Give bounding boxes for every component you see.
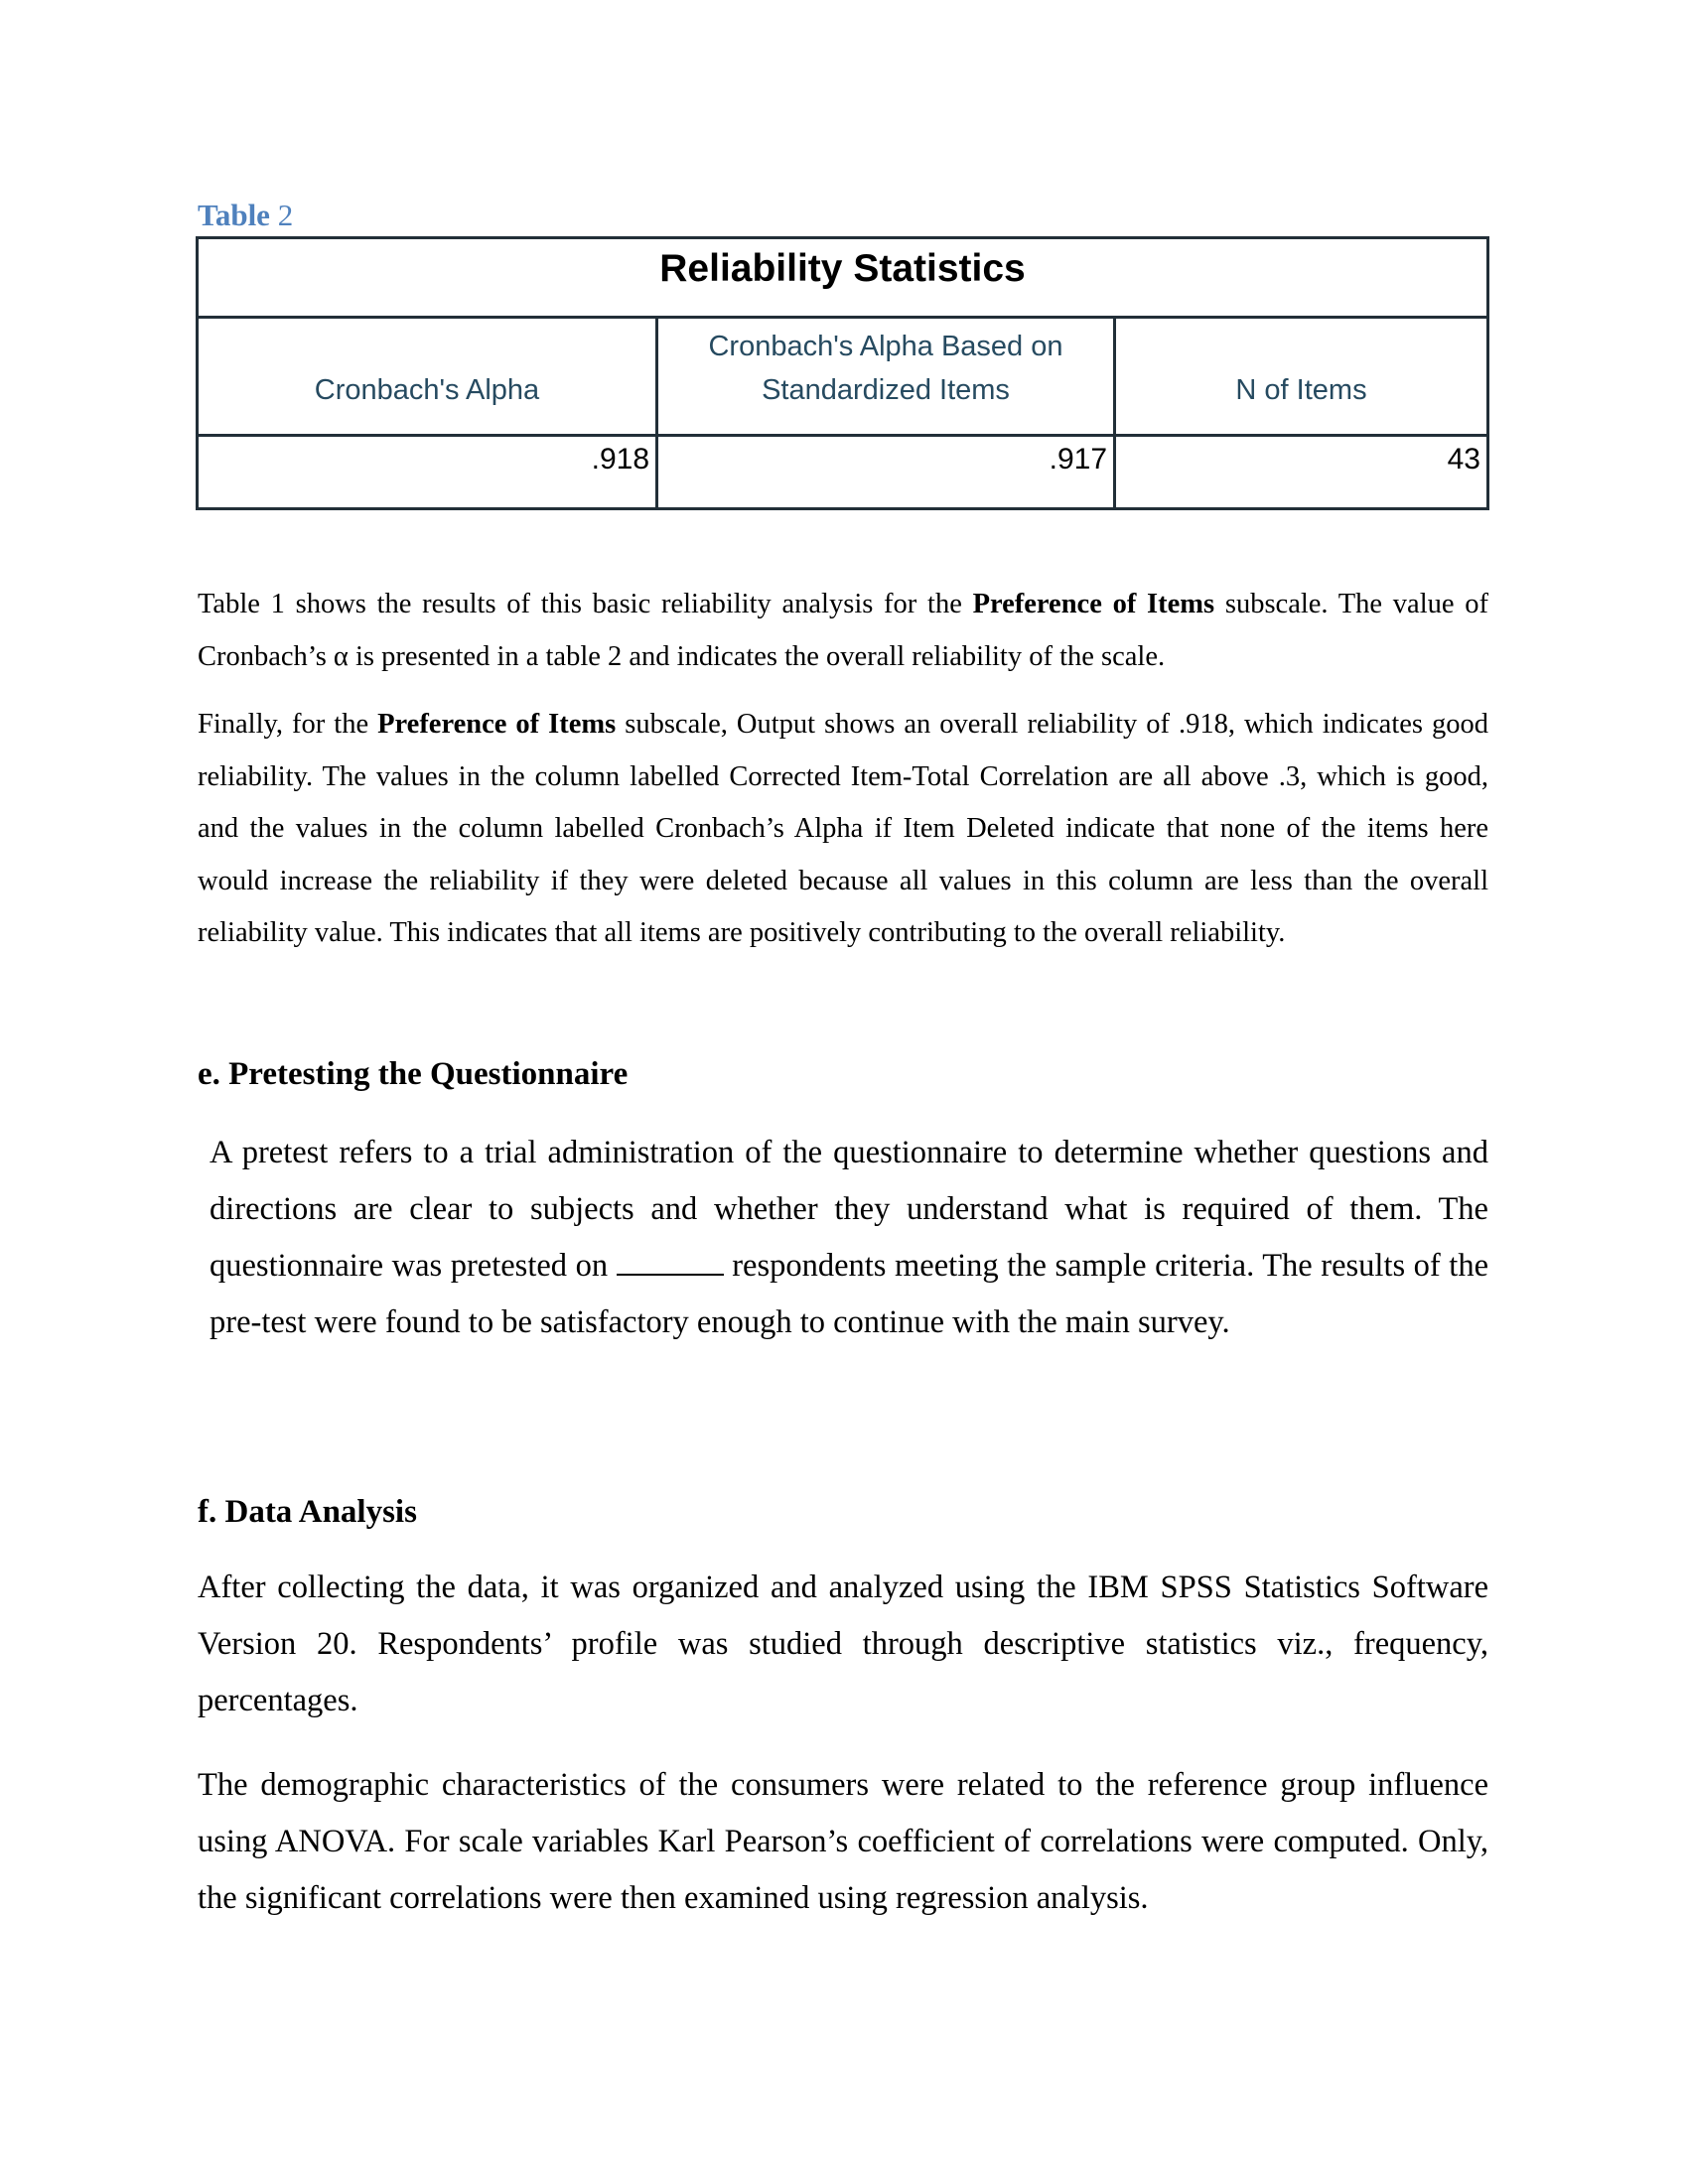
paragraph-text: A pretest refers to a trial administration of the questionnaire to determine whether questions and directions are clear to subjects and whether they understand what is required of them. The questionnaire was pretested on [210, 1135, 1488, 1284]
paragraph-reliability-interpretation [198, 699, 1488, 960]
table-caption-label: Table [198, 198, 270, 232]
column-header-cronbachs-alpha [199, 319, 658, 434]
paragraph-text: Finally, for the [198, 709, 378, 740]
column-header-label-line1: Cronbach's Alpha Based on [708, 331, 1063, 362]
paragraph-data-analysis-software: After collecting the data, it was organized and analyzed using the IBM SPSS Statistics Software Version 20. Respondents’ profile was studied through descriptive statistics viz., frequency, percentages. [198, 1570, 1488, 1718]
column-header-standardized-alpha [658, 319, 1116, 434]
paragraph-text: subscale, Output shows an overall reliability of .918, which indicates good reliability. The values in the column labelled Corrected Item-Total Correlation are all above .3, which is good, and the values in the column labelled Cronbach’s Alpha if Item Deleted indicate that none of the items here would increase the reliability if they were deleted because all values in this column are less than the overall reliability value. This indicates that all items are positively contributing to the overall reliability. [198, 709, 1489, 948]
column-header-n-of-items [1116, 319, 1486, 434]
cell-standardized-alpha: .917 [658, 437, 1116, 507]
table-title-row [199, 239, 1486, 319]
column-header-label: N of Items [1235, 374, 1367, 406]
fill-in-blank [617, 1252, 724, 1276]
cell-cronbachs-alpha: .918 [199, 437, 658, 507]
column-header-label: Cronbach's Alpha [314, 374, 540, 406]
paragraph-pretest [210, 1125, 1488, 1351]
bold-term: Preference of Items [377, 709, 617, 740]
paragraph-text: subscale. The value of Cronbach’s α is presented in a table 2 and indicates the overall reliability of the scale. [198, 589, 1488, 672]
paragraph-text: Table 1 shows the results of this basic reliability analysis for the [198, 589, 973, 619]
paragraph-data-analysis-methods: The demographic characteristics of the consumers were related to the reference group influence using ANOVA. For scale variables Karl Pearson’s coefficient of correlations were computed. Only, the significant correlations were then examined using regression analysis. [198, 1767, 1488, 1916]
paragraph-text: respondents meeting the sample criteria. The results of the pre-test were found to be satisfactory enough to continue with the main survey. [210, 1248, 1488, 1340]
cell-n-of-items: 43 [1447, 443, 1480, 476]
column-header-label-line2: Standardized Items [762, 374, 1010, 406]
table-header-row [199, 319, 1486, 437]
section-heading-pretesting: e. Pretesting the Questionnaire [198, 1056, 629, 1092]
table-title: Reliability Statistics [659, 247, 1026, 290]
table-row [199, 437, 1486, 507]
bold-term: Preference of Items [972, 589, 1215, 619]
reliability-statistics-table [196, 236, 1489, 510]
table-caption [198, 198, 293, 233]
paragraph-table-description [198, 579, 1488, 683]
section-heading-data-analysis: f. Data Analysis [198, 1494, 417, 1530]
table-caption-number: 2 [277, 198, 294, 232]
